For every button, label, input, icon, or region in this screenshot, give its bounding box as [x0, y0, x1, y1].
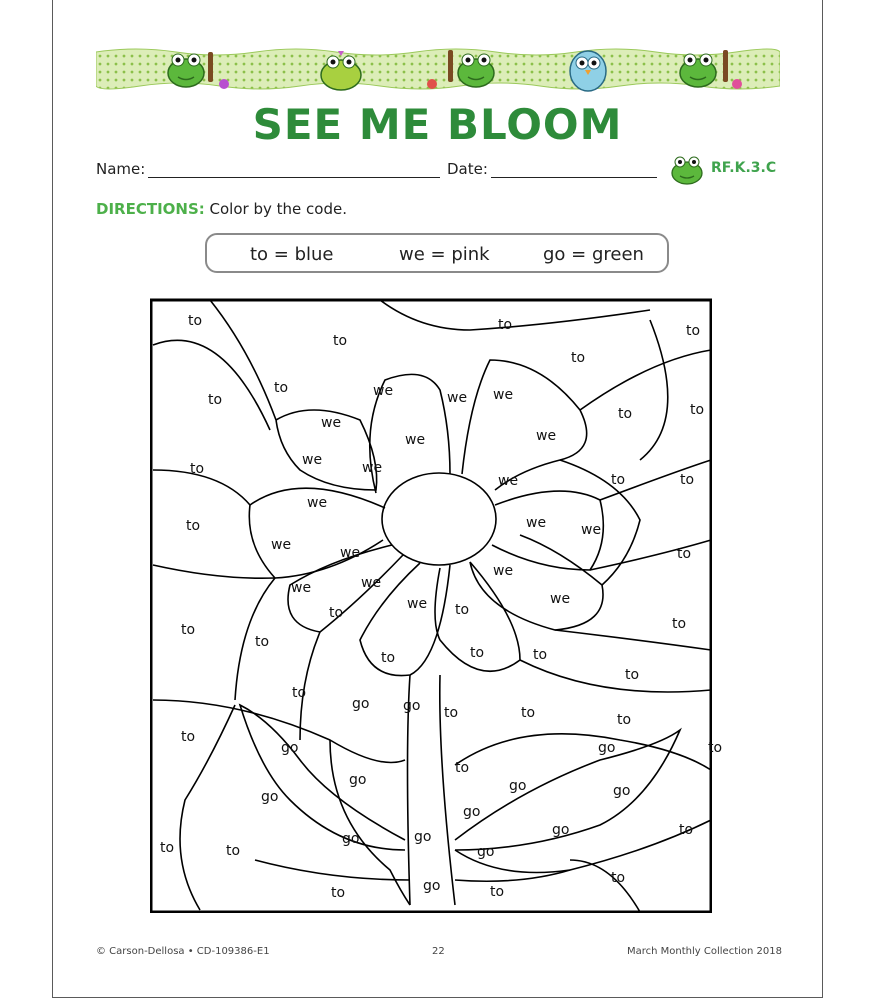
frog-icon — [458, 54, 494, 87]
footer-collection: March Monthly Collection 2018 — [627, 946, 782, 957]
region-word: we — [581, 522, 602, 538]
color-by-code-picture — [150, 298, 712, 913]
directions-text: Color by the code. — [204, 200, 347, 218]
date-field[interactable] — [491, 177, 657, 178]
petal[interactable] — [249, 488, 385, 578]
region-word: go — [598, 740, 616, 756]
region-word: we — [321, 415, 342, 431]
region-word: to — [490, 884, 505, 900]
region-word: we — [405, 432, 426, 448]
code-to-blue: to = blue — [250, 244, 334, 265]
region-word: to — [181, 729, 196, 745]
frog-icon — [668, 152, 706, 186]
petal[interactable] — [360, 563, 450, 676]
region-word: to — [611, 472, 626, 488]
region-word: to — [686, 323, 701, 339]
region-word: to — [444, 705, 459, 721]
region-word: go — [342, 831, 360, 847]
region-word: go — [463, 804, 481, 820]
leaf[interactable] — [240, 705, 405, 850]
region-word: we — [361, 575, 382, 591]
leaf[interactable] — [455, 730, 680, 850]
region-word: to — [274, 380, 289, 396]
region-word: to — [381, 650, 396, 666]
region-word: to — [160, 840, 175, 856]
region-word: go — [613, 783, 631, 799]
region-word: to — [208, 392, 223, 408]
region-word: to — [188, 313, 203, 329]
region-word: to — [533, 647, 548, 663]
region-word: we — [526, 515, 547, 531]
frog-icon — [680, 54, 716, 87]
region-word: to — [617, 712, 632, 728]
date-label: Date: — [447, 160, 488, 178]
region-word: to — [625, 667, 640, 683]
region-word: we — [373, 383, 394, 399]
region-word: we — [493, 387, 514, 403]
name-field[interactable] — [148, 177, 440, 178]
region-word: to — [690, 402, 705, 418]
region-word: we — [307, 495, 328, 511]
region-word: to — [186, 518, 201, 534]
region-word: to — [708, 740, 723, 756]
region-word: to — [679, 822, 694, 838]
petal[interactable] — [492, 491, 603, 570]
region-word: to — [331, 885, 346, 901]
region-word: go — [423, 878, 441, 894]
region-word: to — [680, 472, 695, 488]
code-go-green: go = green — [543, 244, 644, 265]
bird-icon — [570, 51, 606, 91]
region-word: go — [414, 829, 432, 845]
region-word: to — [672, 616, 687, 632]
region-word: to — [677, 546, 692, 562]
region-word: to — [470, 645, 485, 661]
region-word: to — [521, 705, 536, 721]
region-word: to — [329, 605, 344, 621]
picture-frame — [151, 300, 711, 912]
region-word: to — [455, 760, 470, 776]
petal[interactable] — [276, 410, 377, 490]
region-word: we — [493, 563, 514, 579]
region-word: we — [536, 428, 557, 444]
region-word: we — [362, 460, 383, 476]
region-word: we — [291, 580, 312, 596]
region-word: go — [281, 740, 299, 756]
petal[interactable] — [370, 374, 450, 493]
region-word: to — [292, 685, 307, 701]
region-word: to — [571, 350, 586, 366]
region-word: we — [550, 591, 571, 607]
region-word: to — [618, 406, 633, 422]
flower-center[interactable] — [382, 473, 496, 565]
region-word: we — [447, 390, 468, 406]
region-word: to — [498, 317, 513, 333]
region-word: we — [271, 537, 292, 553]
region-word: go — [352, 696, 370, 712]
directions — [96, 200, 347, 218]
region-word: we — [498, 473, 519, 489]
region-word: go — [509, 778, 527, 794]
standard-code: RF.K.3.C — [711, 160, 777, 176]
region-word: go — [552, 822, 570, 838]
region-word: to — [611, 870, 626, 886]
name-label: Name: — [96, 160, 146, 178]
region-word: to — [226, 843, 241, 859]
region-word: go — [403, 698, 421, 714]
region-word: we — [302, 452, 323, 468]
footer-copyright: © Carson-Dellosa • CD-109386-E1 — [96, 946, 270, 957]
region-word: to — [181, 622, 196, 638]
page-title: SEE ME BLOOM — [252, 100, 623, 149]
region-word: to — [455, 602, 470, 618]
frog-icon — [168, 54, 204, 87]
region-word: we — [340, 545, 361, 561]
footer-page-number: 22 — [432, 946, 445, 957]
region-word: to — [190, 461, 205, 477]
petal[interactable] — [462, 360, 587, 490]
region-word: we — [407, 596, 428, 612]
region-word: go — [261, 789, 279, 805]
directions-label: DIRECTIONS: — [96, 200, 205, 218]
color-code-key — [205, 233, 669, 273]
region-word: to — [333, 333, 348, 349]
frog-banner — [96, 44, 780, 94]
code-we-pink: we = pink — [399, 244, 490, 265]
region-word: go — [349, 772, 367, 788]
region-word: go — [477, 844, 495, 860]
petal[interactable] — [470, 535, 603, 630]
petal[interactable] — [288, 545, 403, 632]
region-word: to — [255, 634, 270, 650]
